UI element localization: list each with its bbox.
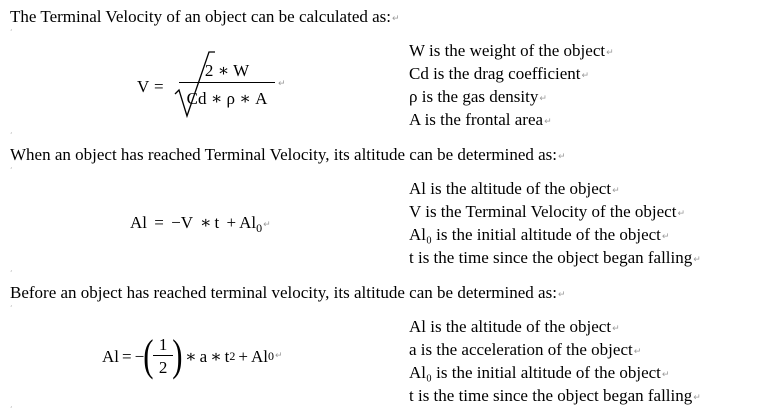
definition-al0-2: Al₀ is the initial altitude of the object↵ xyxy=(409,363,670,382)
heading-terminal-velocity: The Terminal Velocity of an object can be calculated as:↵ xyxy=(10,7,400,26)
definition-rho: ρ is the gas density↵ xyxy=(409,87,547,106)
definition-cd: Cd is the drag coefficient↵ xyxy=(409,64,590,83)
fraction-numerator: 2 ∗ W xyxy=(204,61,250,80)
tick-mark: ‘ xyxy=(10,28,13,37)
tick-mark: ‘ xyxy=(10,405,13,414)
fraction-denominator: Cd ∗ ρ ∗ A xyxy=(179,82,275,107)
definition-t: t is the time since the object began falling↵ xyxy=(409,248,701,267)
definition-al0: Al₀ is the initial altitude of the object↵ xyxy=(409,225,670,244)
formula-altitude-terminal: Al = −V ∗ $t + Al_0↵$ xyxy=(130,213,271,235)
tick-mark: ‘ xyxy=(10,269,13,278)
definition-a: A is the frontal area↵ xyxy=(409,110,552,129)
heading-altitude-terminal: When an object has reached Terminal Velocity, its altitude can be determined as:↵ xyxy=(10,145,566,164)
formula-equals: = xyxy=(154,77,164,96)
formula-altitude-before: Al = − ( $\frac{1}{2}$ ) ∗ a ∗ t 2 + Al 0 ↵ xyxy=(102,331,283,380)
paren-right: ) xyxy=(172,331,183,380)
definition-al: Al is the altitude of the object↵ xyxy=(409,179,620,198)
half-fraction: $\frac{1}{2}$ xyxy=(153,336,174,376)
tick-mark: ‘ xyxy=(10,131,13,140)
definition-t-2: t is the time since the object began falling↵ xyxy=(409,386,701,405)
definition-a-accel: a is the acceleration of the object↵ xyxy=(409,340,642,359)
definition-al-2: Al is the altitude of the object↵ xyxy=(409,317,620,336)
formula-lhs-v: V xyxy=(137,77,150,96)
tick-mark: ‘ xyxy=(10,166,13,175)
definition-w: W is the weight of the object↵ xyxy=(409,41,614,60)
tick-mark: ‘ xyxy=(10,304,13,313)
heading-altitude-before: Before an object has reached terminal velocity, its altitude can be determined as:↵ xyxy=(10,283,566,302)
sqrt-fraction xyxy=(179,52,275,107)
paren-left: ( xyxy=(143,331,154,380)
definition-v: V is the Terminal Velocity of the object↵ xyxy=(409,202,685,221)
